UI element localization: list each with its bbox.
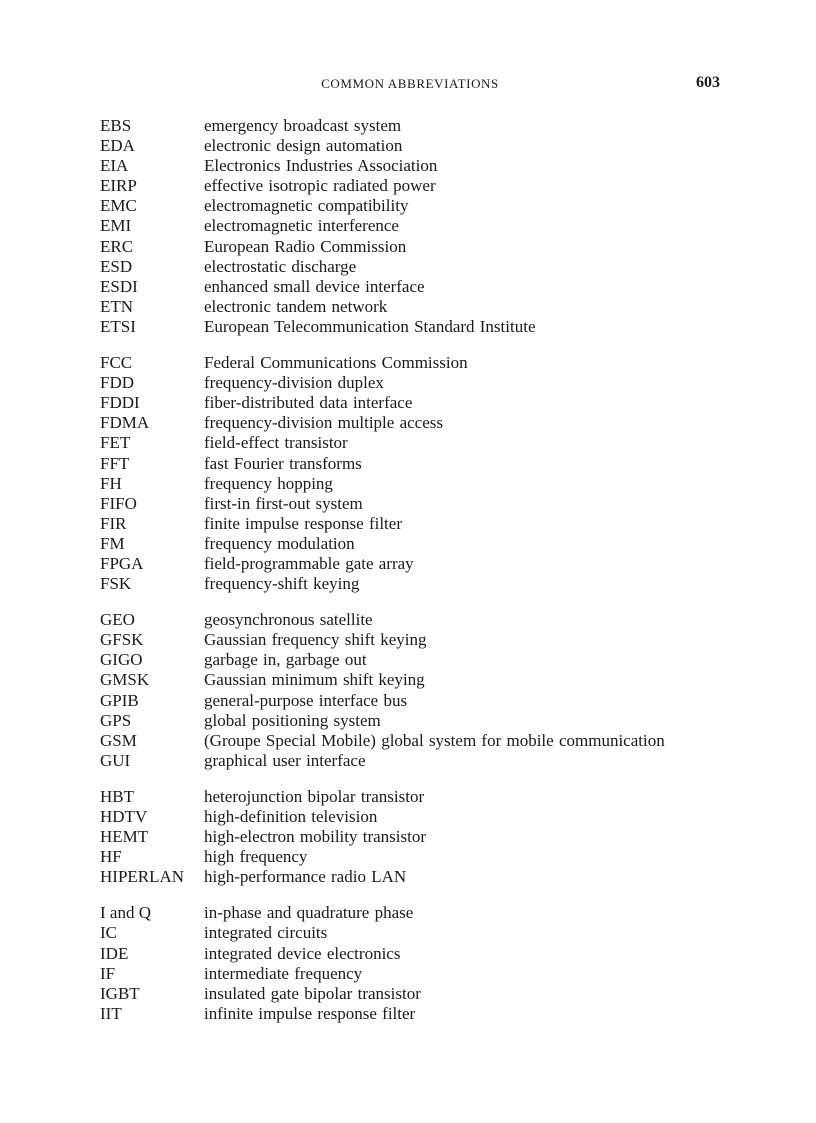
abbreviation-term: EDA <box>100 136 135 156</box>
abbreviation-term: IGBT <box>100 983 140 1003</box>
abbreviation-definition: emergency broadcast system <box>204 116 402 135</box>
abbreviation-definition: fiber-distributed data interface <box>204 393 413 413</box>
abbreviation-definition: European Radio Commission <box>204 236 407 256</box>
abbreviation-definition: effective isotropic radiated power <box>204 176 436 196</box>
abbreviation-row <box>100 494 740 514</box>
abbreviation-row <box>100 847 740 867</box>
abbreviation-definition: frequency-division multiple access <box>204 413 443 433</box>
abbreviation-term: FCC <box>100 353 133 373</box>
abbreviation-definition: infinite impulse response filter <box>204 1003 416 1023</box>
abbreviation-definition: field-programmable gate array <box>204 553 414 573</box>
abbreviation-term: ETSI <box>100 316 136 336</box>
abbreviation-definition: (Groupe Special Mobile) global system for mobile communication <box>204 730 665 750</box>
abbreviation-row <box>100 751 740 771</box>
page-header <box>100 74 720 94</box>
abbreviation-definition: electronic tandem network <box>204 296 388 316</box>
abbreviation-definition: electronic design automation <box>204 136 403 156</box>
abbreviation-definition: insulated gate bipolar transistor <box>204 983 421 1003</box>
abbreviation-definition: high-performance radio LAN <box>204 867 407 887</box>
abbreviation-term: FSK <box>100 574 132 594</box>
abbreviation-term: FDDI <box>100 393 140 413</box>
abbreviation-definition: intermediate frequency <box>204 963 363 983</box>
abbreviation-row <box>100 964 740 984</box>
abbreviation-row <box>100 413 740 433</box>
abbreviation-row <box>100 317 740 337</box>
abbreviation-term: EIA <box>100 156 129 176</box>
abbreviation-row <box>100 670 740 690</box>
abbreviation-row <box>100 534 740 554</box>
abbreviation-row <box>100 393 740 413</box>
abbreviation-definition: electromagnetic interference <box>204 216 399 236</box>
abbreviation-list <box>100 116 740 1040</box>
abbreviation-term: GFSK <box>100 630 144 650</box>
abbreviation-definition: European Telecommunication Standard Institute <box>204 316 536 336</box>
abbreviation-row <box>100 196 740 216</box>
abbreviation-definition: Electronics Industries Association <box>204 156 438 176</box>
abbreviation-term: ETN <box>100 296 134 316</box>
abbreviation-term: ERC <box>100 236 134 256</box>
abbreviation-term: FFT <box>100 453 130 473</box>
abbreviation-row <box>100 923 740 943</box>
abbreviation-definition: fast Fourier transforms <box>204 453 362 473</box>
page-number: 603 <box>696 74 720 91</box>
abbreviation-row <box>100 630 740 650</box>
abbreviation-definition: high-definition television <box>204 807 378 826</box>
abbreviation-group <box>100 787 740 887</box>
abbreviation-term: IIT <box>100 1003 122 1023</box>
abbreviation-definition: heterojunction bipolar transistor <box>204 786 425 806</box>
abbreviation-term: I and Q <box>100 903 151 923</box>
abbreviation-term: FIFO <box>100 493 137 513</box>
abbreviation-term: IF <box>100 963 116 983</box>
abbreviation-definition: general-purpose interface bus <box>204 690 408 710</box>
abbreviation-row <box>100 827 740 847</box>
abbreviation-term: GSM <box>100 730 137 750</box>
abbreviation-definition: field-effect transistor <box>204 433 348 453</box>
abbreviation-definition: electromagnetic compatibility <box>204 196 409 216</box>
abbreviation-row <box>100 176 740 196</box>
abbreviation-definition: first-in first-out system <box>204 493 363 513</box>
abbreviation-definition: integrated circuits <box>204 923 328 943</box>
abbreviation-group <box>100 353 740 594</box>
abbreviation-row <box>100 1004 740 1024</box>
abbreviation-row <box>100 116 740 136</box>
abbreviation-term: FM <box>100 533 125 553</box>
abbreviation-definition: enhanced small device interface <box>204 276 425 296</box>
abbreviation-row <box>100 944 740 964</box>
abbreviation-row <box>100 650 740 670</box>
abbreviation-term: GUI <box>100 750 131 770</box>
abbreviation-definition: Gaussian minimum shift keying <box>204 670 425 690</box>
running-head: COMMON ABBREVIATIONS <box>321 76 499 91</box>
abbreviation-term: ESD <box>100 256 133 276</box>
abbreviation-row <box>100 984 740 1004</box>
abbreviation-definition: frequency-division duplex <box>204 373 384 393</box>
abbreviation-term: HBT <box>100 786 134 806</box>
abbreviation-term: FET <box>100 433 131 453</box>
abbreviation-row <box>100 136 740 156</box>
abbreviation-row <box>100 514 740 534</box>
abbreviation-term: HIPERLAN <box>100 867 185 887</box>
abbreviation-term: FIR <box>100 513 127 533</box>
abbreviation-row <box>100 277 740 297</box>
abbreviation-term: EMI <box>100 216 132 236</box>
abbreviation-row <box>100 610 740 630</box>
abbreviation-row <box>100 257 740 277</box>
abbreviation-row <box>100 297 740 317</box>
abbreviation-row <box>100 353 740 373</box>
abbreviation-term: EBS <box>100 116 132 135</box>
abbreviation-group <box>100 903 740 1024</box>
abbreviation-term: HDTV <box>100 807 148 826</box>
abbreviation-term: GPS <box>100 710 132 730</box>
abbreviation-row <box>100 216 740 236</box>
abbreviation-row <box>100 373 740 393</box>
abbreviation-term: GEO <box>100 610 135 630</box>
abbreviation-term: EMC <box>100 196 137 216</box>
abbreviation-definition: in-phase and quadrature phase <box>204 903 414 923</box>
abbreviation-definition: garbage in, garbage out <box>204 650 367 670</box>
abbreviation-row <box>100 691 740 711</box>
abbreviation-term: FDMA <box>100 413 150 433</box>
abbreviation-term: IC <box>100 923 117 943</box>
abbreviation-term: ESDI <box>100 276 138 296</box>
abbreviation-definition: electrostatic discharge <box>204 256 357 276</box>
abbreviation-row <box>100 433 740 453</box>
abbreviation-definition: geosynchronous satellite <box>204 610 373 630</box>
abbreviation-definition: graphical user interface <box>204 750 366 770</box>
abbreviation-definition: frequency modulation <box>204 533 355 553</box>
abbreviation-definition: global positioning system <box>204 710 381 730</box>
abbreviation-definition: finite impulse response filter <box>204 513 402 533</box>
abbreviation-row <box>100 156 740 176</box>
abbreviation-definition: high-electron mobility transistor <box>204 827 427 847</box>
abbreviation-row <box>100 711 740 731</box>
abbreviation-term: FH <box>100 473 122 493</box>
abbreviation-row <box>100 237 740 257</box>
abbreviation-term: GMSK <box>100 670 150 690</box>
abbreviation-definition: frequency hopping <box>204 473 333 493</box>
abbreviation-group <box>100 610 740 771</box>
abbreviation-definition: Gaussian frequency shift keying <box>204 630 427 650</box>
abbreviation-row <box>100 867 740 887</box>
abbreviation-definition: integrated device electronics <box>204 943 401 963</box>
abbreviation-row <box>100 731 740 751</box>
abbreviation-definition: Federal Communications Commission <box>204 353 468 373</box>
abbreviation-definition: high frequency <box>204 847 308 867</box>
abbreviation-row <box>100 554 740 574</box>
abbreviation-row <box>100 574 740 594</box>
abbreviation-term: GIGO <box>100 650 143 670</box>
abbreviation-row <box>100 474 740 494</box>
abbreviation-row <box>100 454 740 474</box>
abbreviation-definition: frequency-shift keying <box>204 574 360 594</box>
abbreviation-group <box>100 116 740 337</box>
abbreviation-term: HEMT <box>100 827 149 847</box>
abbreviation-term: EIRP <box>100 176 137 196</box>
abbreviation-term: IDE <box>100 943 129 963</box>
abbreviation-row <box>100 807 740 827</box>
abbreviation-term: FDD <box>100 373 135 393</box>
abbreviation-term: FPGA <box>100 553 144 573</box>
abbreviation-term: HF <box>100 847 122 867</box>
abbreviation-term: GPIB <box>100 690 139 710</box>
abbreviation-row <box>100 903 740 923</box>
abbreviation-row <box>100 787 740 807</box>
